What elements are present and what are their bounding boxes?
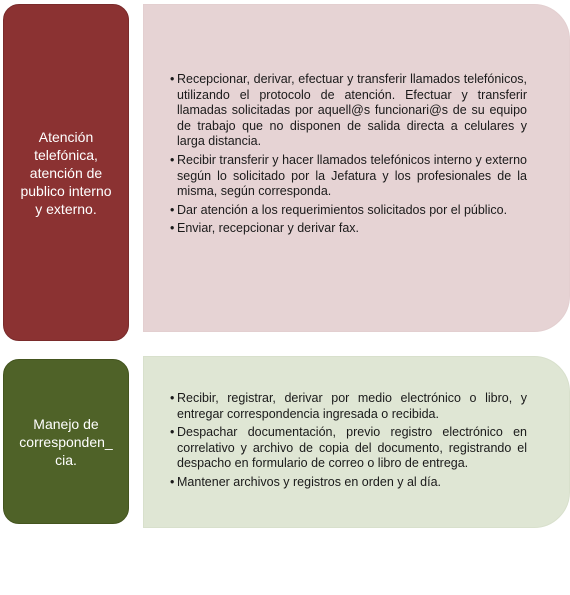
content-box-atencion xyxy=(143,4,570,332)
label-box-correspondencia xyxy=(3,359,129,524)
label-text-atencion: Atención telefónica, atención de publico interno y externo. xyxy=(20,128,112,217)
bullet-item: • Recibir, registrar, derivar por medio electrónico o libro, y entregar correspondencia ingresada o recibida. xyxy=(172,391,527,422)
content-box-correspondencia xyxy=(143,356,570,528)
label-text-correspondencia: Manejo de corresponden_ cia. xyxy=(19,415,113,468)
bullet-list-correspondencia xyxy=(172,391,527,491)
bullet-item: • Enviar, recepcionar y derivar fax. xyxy=(172,221,527,237)
bullet-item: • Mantener archivos y registros en orden y al día. xyxy=(172,475,527,491)
bullet-item: • Recepcionar, derivar, efectuar y transferir llamados telefónicos, utilizando el protocolo de atención. Efectuar y transferir llamadas solicitadas por aquell@s funcionari@s de su equipo de trabajo que no disponen de salida directa a celulares y larga distancia. xyxy=(172,72,527,150)
bullet-item: • Recibir transferir y hacer llamados telefónicos interno y externo según lo solicitado por la Jefatura y los profesionales de la misma, según corresponda. xyxy=(172,153,527,200)
bullet-item: • Dar atención a los requerimientos solicitados por el público. xyxy=(172,203,527,219)
bullet-item: • Despachar documentación, previo registro electrónico en correlativo y archivo de copia del documento, registrando el despacho en formulario de correo o libro de entrega. xyxy=(172,425,527,472)
bullet-list-atencion xyxy=(172,72,527,237)
label-box-atencion xyxy=(3,4,129,341)
